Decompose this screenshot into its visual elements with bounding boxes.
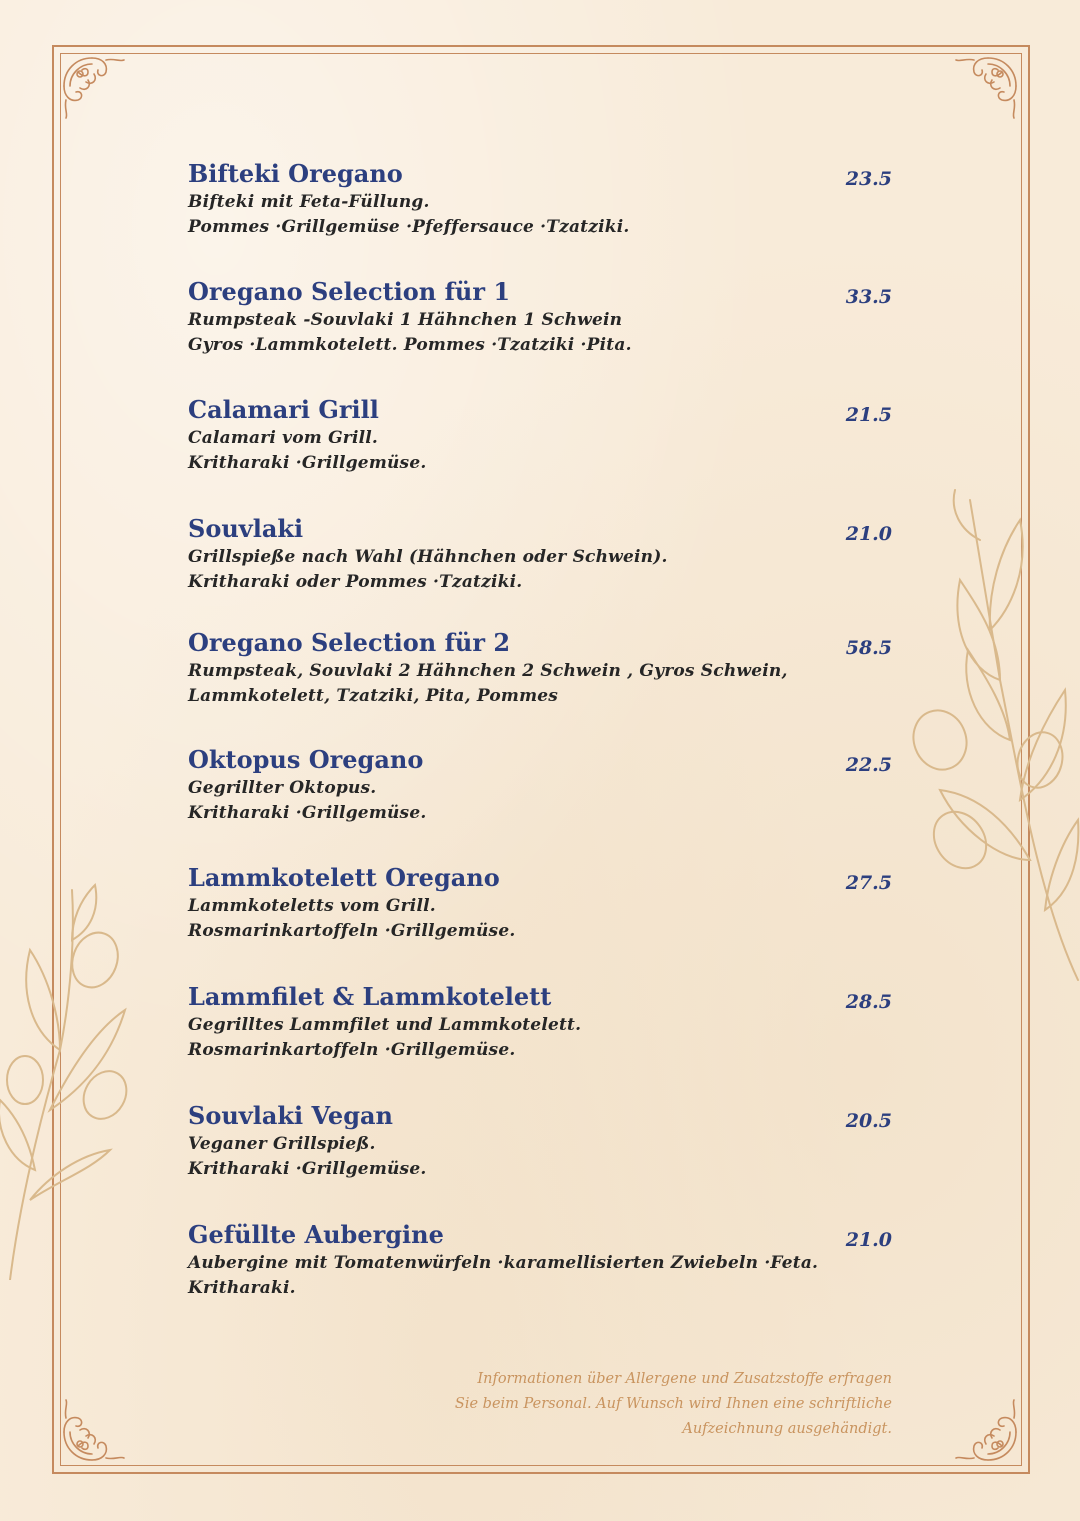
allergen-note-line: Sie beim Personal. Auf Wunsch wird Ihnen eine schriftliche — [454, 1396, 892, 1412]
menu-item — [188, 1100, 898, 1182]
dish-description: Kritharaki oder Pommes ·Tzatziki. — [188, 572, 523, 592]
ornament-corner-icon — [948, 1392, 1022, 1466]
dish-description: Kritharaki ·Grillgemüse. — [188, 453, 427, 473]
menu-item — [188, 981, 898, 1063]
dish-description: Pommes ·Grillgemüse ·Pfeffersauce ·Tzatziki. — [188, 217, 630, 237]
dish-title: Lammfilet & Lammkotelett — [188, 982, 552, 1011]
dish-title: Lammkotelett Oregano — [188, 863, 500, 892]
menu-item — [188, 627, 898, 709]
dish-price: 23.5 — [845, 168, 892, 190]
dish-description: Gyros ·Lammkotelett. Pommes ·Tzatziki ·Pita. — [188, 335, 632, 355]
menu-item — [188, 394, 898, 476]
dish-description: Grillspieße nach Wahl (Hähnchen oder Schwein). — [188, 547, 668, 567]
dish-title: Souvlaki Vegan — [188, 1101, 393, 1130]
olive-branch-icon — [0, 880, 150, 1280]
dish-price: 22.5 — [845, 754, 892, 776]
dish-description: Gegrilltes Lammfilet und Lammkotelett. — [188, 1015, 582, 1035]
dish-title: Bifteki Oregano — [188, 159, 403, 188]
allergen-note-line: Informationen über Allergene und Zusatzstoffe erfragen — [477, 1371, 892, 1387]
dish-price: 27.5 — [845, 872, 892, 894]
dish-price: 33.5 — [845, 286, 892, 308]
dish-description: Lammkotelett, Tzatziki, Pita, Pommes — [188, 686, 559, 706]
menu-item — [188, 513, 898, 595]
dish-price: 28.5 — [845, 991, 892, 1013]
menu-item — [188, 158, 898, 240]
ornament-corner-icon — [58, 52, 132, 126]
dish-description: Rosmarinkartoffeln ·Grillgemüse. — [188, 921, 516, 941]
dish-description: Rumpsteak -Souvlaki 1 Hähnchen 1 Schwein — [188, 310, 623, 330]
dish-price: 58.5 — [845, 637, 892, 659]
dish-description: Kritharaki. — [188, 1278, 296, 1298]
menu-item — [188, 744, 898, 826]
dish-description: Lammkoteletts vom Grill. — [188, 896, 436, 916]
dish-description: Kritharaki ·Grillgemüse. — [188, 1159, 427, 1179]
dish-price: 21.0 — [845, 1229, 892, 1251]
dish-title: Gefüllte Aubergine — [188, 1220, 444, 1249]
dish-description: Rumpsteak, Souvlaki 2 Hähnchen 2 Schwein , Gyros Schwein, — [188, 661, 788, 681]
dish-description: Bifteki mit Feta-Füllung. — [188, 192, 430, 212]
menu-item — [188, 276, 898, 358]
dish-description: Kritharaki ·Grillgemüse. — [188, 803, 427, 823]
dish-price: 21.5 — [845, 404, 892, 426]
dish-description: Veganer Grillspieß. — [188, 1134, 376, 1154]
dish-title: Oktopus Oregano — [188, 745, 424, 774]
allergen-note — [372, 1367, 892, 1442]
menu-item — [188, 1219, 898, 1301]
ornament-corner-icon — [58, 1392, 132, 1466]
dish-description: Rosmarinkartoffeln ·Grillgemüse. — [188, 1040, 516, 1060]
dish-price: 21.0 — [845, 523, 892, 545]
dish-title: Calamari Grill — [188, 395, 379, 424]
dish-description: Calamari vom Grill. — [188, 428, 379, 448]
dish-title: Oregano Selection für 2 — [188, 628, 511, 657]
allergen-note-line: Aufzeichnung ausgehändigt. — [682, 1421, 892, 1437]
dish-title: Oregano Selection für 1 — [188, 277, 511, 306]
dish-description: Aubergine mit Tomatenwürfeln ·karamellisierten Zwiebeln ·Feta. — [188, 1253, 819, 1273]
menu-item — [188, 862, 898, 944]
dish-title: Souvlaki — [188, 514, 304, 543]
dish-price: 20.5 — [845, 1110, 892, 1132]
olive-branch-icon — [900, 480, 1080, 1000]
ornament-corner-icon — [948, 52, 1022, 126]
dish-description: Gegrillter Oktopus. — [188, 778, 377, 798]
